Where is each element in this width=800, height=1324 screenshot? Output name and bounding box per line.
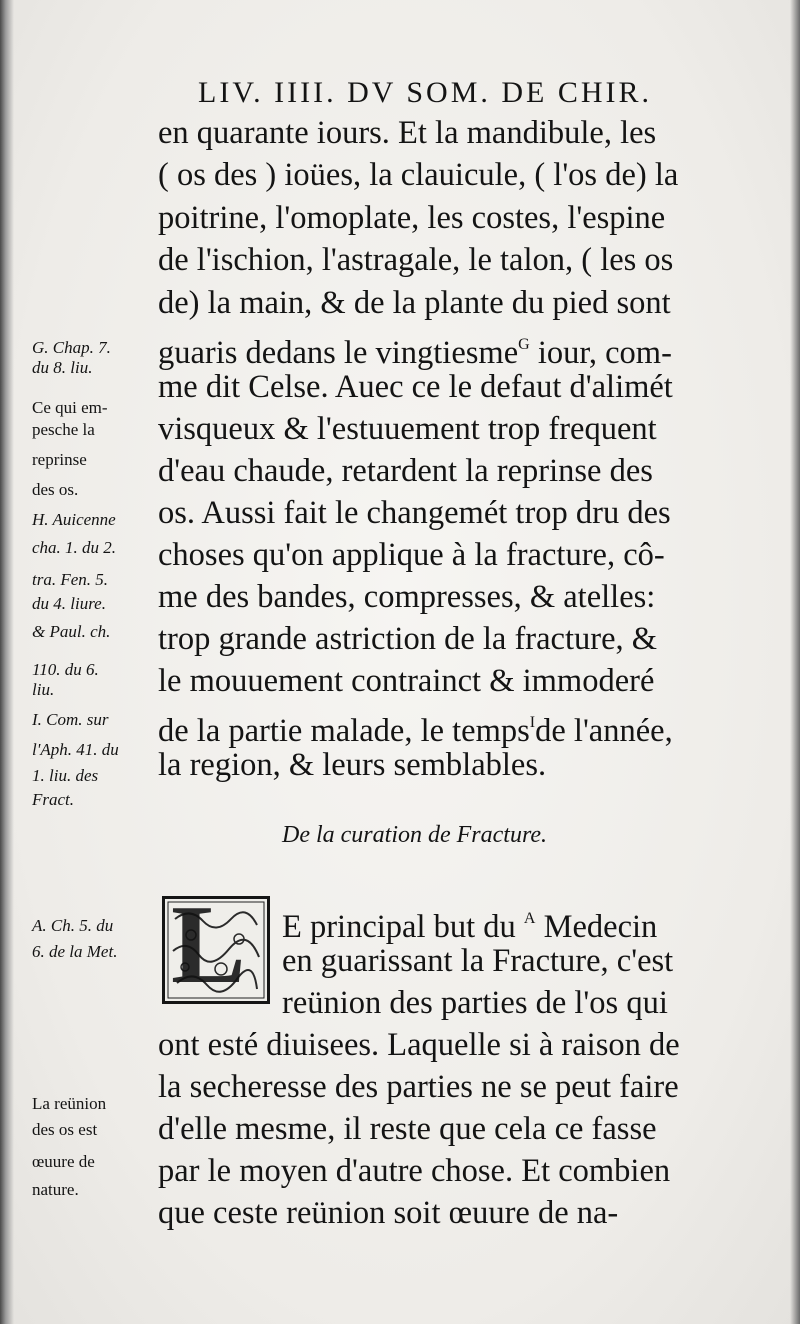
text-line: de) la main, & de la plante du pied sont — [158, 285, 671, 321]
margin-note-line: Fract. — [32, 790, 75, 809]
text-line: me dit Celse. Auec ce le defaut d'alimét — [158, 369, 673, 405]
margin-note-line: reprinse — [32, 450, 87, 469]
margin-note-line: œuure de — [32, 1152, 95, 1171]
margin-note-line: des os. — [32, 480, 79, 499]
footnote-marker-i: I — [529, 714, 536, 731]
text-line: en quarante iours. Et la mandibule, les — [158, 115, 657, 151]
margin-note-line: G. Chap. 7. — [32, 338, 111, 357]
margin-note-line: 6. de la Met. — [32, 942, 118, 961]
text-line: ( os des ) ioües, la clauicule, ( l'os de) la — [158, 157, 679, 193]
running-head: LIV. IIII. DV SOM. DE CHIR. — [198, 76, 653, 109]
text-line-body: E principal but du — [282, 909, 516, 945]
text-line: choses qu'on applique à la fracture, cô- — [158, 537, 665, 573]
text-line-body: de la partie malade, le temps — [158, 713, 530, 749]
footnote-marker-a: A — [523, 910, 536, 927]
margin-note-line: du 4. liure. — [32, 594, 106, 613]
text-line: en guarissant la Fracture, c'est — [282, 943, 674, 979]
margin-note-line: & Paul. ch. — [32, 622, 111, 641]
drop-initial-decorated-letter — [162, 883, 270, 1007]
margin-note-line: Ce qui em- — [32, 398, 108, 417]
text-line-tail: iour, com- — [529, 335, 672, 371]
text-line: la region, & leurs semblables. — [158, 747, 547, 783]
margin-note-line: pesche la — [32, 420, 95, 439]
margin-note-line: 110. du 6. — [32, 660, 99, 679]
margin-note-line: cha. 1. du 2. — [32, 538, 117, 557]
margin-note-line: du 8. liu. — [32, 358, 93, 377]
text-line: d'eau chaude, retardent la reprinse des — [158, 453, 653, 489]
text-line-body: guaris dedans le vingtiesme — [158, 335, 519, 371]
margin-note-line: La reünion — [32, 1094, 107, 1113]
margin-note-line: I. Com. sur — [32, 710, 109, 729]
margin-note-line: tra. Fen. 5. — [32, 570, 109, 589]
text-line: poitrine, l'omoplate, les costes, l'espine — [158, 200, 666, 236]
text-line: que ceste reünion soit œuure de na- — [158, 1195, 619, 1231]
text-line: me des bandes, compresses, & atelles: — [158, 579, 656, 615]
margin-note-line: nature. — [32, 1180, 79, 1199]
text-line: reünion des parties de l'os qui — [282, 985, 668, 1021]
margin-note-line: des os est — [32, 1120, 98, 1139]
text-line: trop grande astriction de la fracture, & — [158, 621, 658, 657]
text-line: par le moyen d'autre chose. Et combien — [158, 1153, 671, 1189]
text-line: la secheresse des parties ne se peut faire — [158, 1069, 679, 1105]
text-line: ont esté diuisees. Laquelle si à raison de — [158, 1027, 680, 1063]
margin-note-line: 1. liu. des — [32, 766, 99, 785]
text-line-tail: Medecin — [535, 909, 658, 945]
text-line: os. Aussi fait le changemét trop dru des — [158, 495, 671, 531]
footnote-marker-g: G — [518, 336, 530, 353]
drop-initial-letter: L — [171, 883, 246, 1007]
section-title: De la curation de Fracture. — [282, 822, 548, 848]
text-line: le mouuement contrainct & immoderé — [158, 663, 655, 699]
text-line-tail: de l'année, — [535, 713, 673, 749]
margin-note-line: A. Ch. 5. du — [32, 916, 114, 935]
margin-note-line: liu. — [32, 680, 55, 699]
margin-note-line: H. Auicenne — [32, 510, 116, 529]
margin-note-line: l'Aph. 41. du — [32, 740, 119, 759]
text-line: de l'ischion, l'astragale, le talon, ( les os — [158, 242, 674, 278]
text-line: visqueux & l'estuuement trop frequent — [158, 411, 657, 447]
text-line: d'elle mesme, il reste que cela ce fasse — [158, 1111, 657, 1147]
